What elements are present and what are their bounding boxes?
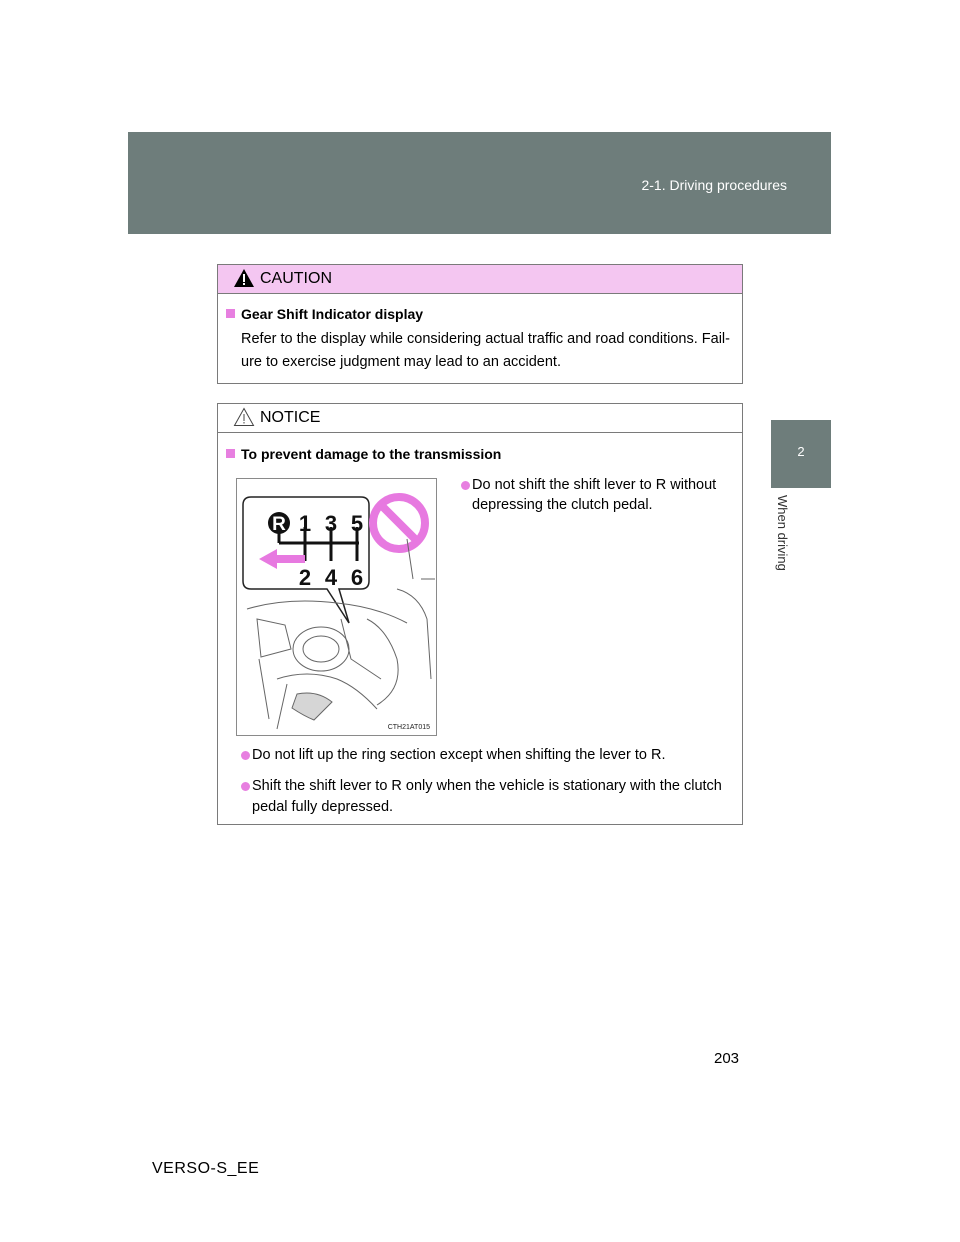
gear-label: 5	[350, 511, 364, 536]
shift-pattern-illustration	[237, 479, 436, 735]
notice-header	[218, 404, 742, 433]
gear-label: 1	[298, 511, 312, 536]
notice-bullet2: Do not lift up the ring section except when shifting the lever to R.	[252, 747, 666, 763]
bullet-dot	[241, 782, 250, 791]
notice-subheading: To prevent damage to the transmission	[241, 446, 502, 462]
model-code: VERSO-S_EE	[152, 1160, 260, 1177]
caution-text-line1: Refer to the display while considering actual traffic and road conditions. Fail-	[241, 331, 730, 347]
gear-label-bottom: 4	[324, 565, 338, 590]
section-header	[128, 132, 831, 234]
page-number: 203	[714, 1050, 740, 1067]
chapter-tab	[771, 420, 831, 488]
figure-code: CTH21AT015	[387, 724, 430, 731]
notice-bullet1-line1: Do not shift the shift lever to R without	[472, 477, 717, 493]
section-title: 2-1. Driving procedures	[641, 177, 787, 193]
notice-bullet1-line2: depressing the clutch pedal.	[472, 497, 653, 513]
gear-label-bottom: 6	[350, 565, 364, 590]
gear-label: R	[272, 514, 286, 535]
caution-text-line2: ure to exercise judgment may lead to an accident.	[241, 354, 561, 370]
chapter-label-container	[775, 495, 812, 585]
caution-title: CAUTION	[260, 270, 332, 287]
notice-triangle-icon	[233, 407, 255, 427]
gear-label: 3	[324, 511, 338, 536]
caution-header	[218, 265, 742, 294]
chapter-label: When driving	[775, 495, 790, 571]
gear-label-bottom: 2	[298, 565, 312, 590]
prohibited-icon	[373, 497, 425, 549]
notice-bullet3-line1: Shift the shift lever to R only when the vehicle is stationary with the clutch	[252, 778, 722, 794]
notice-title: NOTICE	[260, 409, 321, 426]
bullet-dot	[461, 481, 470, 490]
chapter-number: 2	[797, 444, 805, 459]
bullet-dot	[241, 751, 250, 760]
warning-triangle-icon	[233, 268, 255, 288]
shift-lever-figure	[236, 478, 437, 736]
caution-subheading: Gear Shift Indicator display	[241, 306, 424, 322]
notice-bullet3-line2: pedal fully depressed.	[252, 799, 394, 815]
caution-box	[217, 264, 743, 384]
